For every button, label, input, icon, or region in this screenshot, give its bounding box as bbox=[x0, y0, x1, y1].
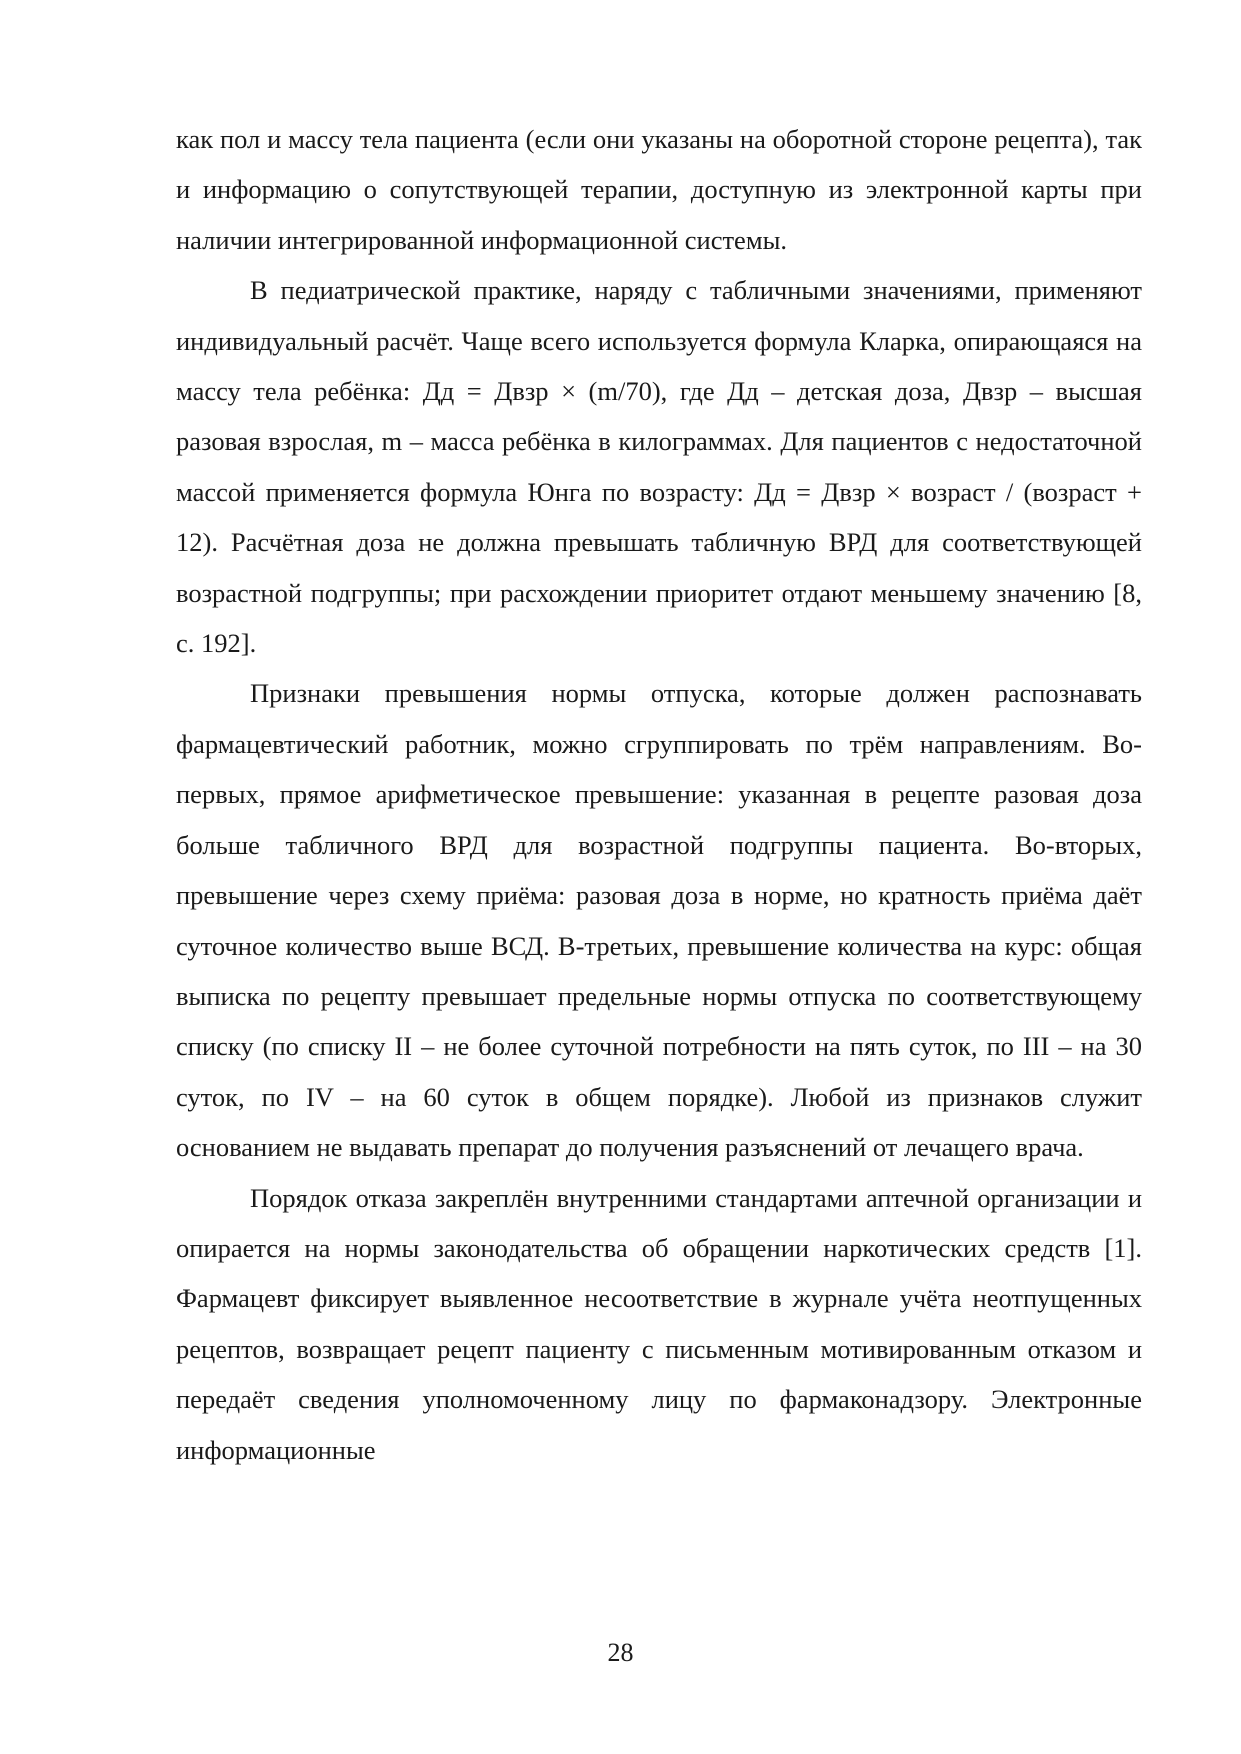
page-number: 28 bbox=[607, 1638, 634, 1667]
paragraph-refusal-procedure: Порядок отказа закреплён внутренними стандартами аптечной организации и опирается на нормы законодательства об обращении наркотических средств [1]. Фармацевт фиксирует выявленное несоответствие в журнале учёта неотпущенных рецептов, возвращает рецепт пациенту с письменным мотивированным отказом и передаёт сведения уполномоченному лицу по фармаконадзору. Электронные информационные bbox=[176, 1182, 1142, 1465]
paragraph-pediatric-dosing: В педиатрической практике, наряду с табличными значениями, применяют индивидуальный расчёт. Чаще всего используется формула Кларка, опирающаяся на массу тела ребёнка: Дд = Двзр × (m/70), где Дд – детская доза, Двзр – высшая разовая взрослая, m – масса ребёнка в килограммах. Для пациентов с недостаточной массой применяется формула Юнга по возрасту: Дд = Двзр × возраст / (возраст + 12). Расчётная доза не должна превышать табличную ВРД для соответствующей возрастной подгруппы; при расхождении приоритет отдают меньшему значению [8, с. 192]. bbox=[176, 275, 1142, 659]
document-body bbox=[176, 114, 1142, 1475]
paragraph-continuation: как пол и массу тела пациента (если они указаны на оборотной стороне рецепта), так и информацию о сопутствующей терапии, доступную из электронной карты при наличии интегрированной информационной системы. bbox=[176, 124, 1142, 255]
paragraph-excess-signs: Признаки превышения нормы отпуска, которые должен распознавать фармацевтический работник, можно сгруппировать по трём направлениям. Во-первых, прямое арифметическое превышение: указанная в рецепте разовая доза больше табличного ВРД для возрастной подгруппы пациента. Во-вторых, превышение через схему приёма: разовая доза в норме, но кратность приёма даёт суточное количество выше ВСД. В-третьих, превышение количества на курс: общая выписка по рецепту превышает предельные нормы отпуска по соответствующему списку (по списку II – не более суточной потребности на пять суток, по III – на 30 суток, по IV – на 60 суток в общем порядке). Любой из признаков служит основанием не выдавать препарат до получения разъяснений от лечащего врача. bbox=[176, 678, 1142, 1163]
